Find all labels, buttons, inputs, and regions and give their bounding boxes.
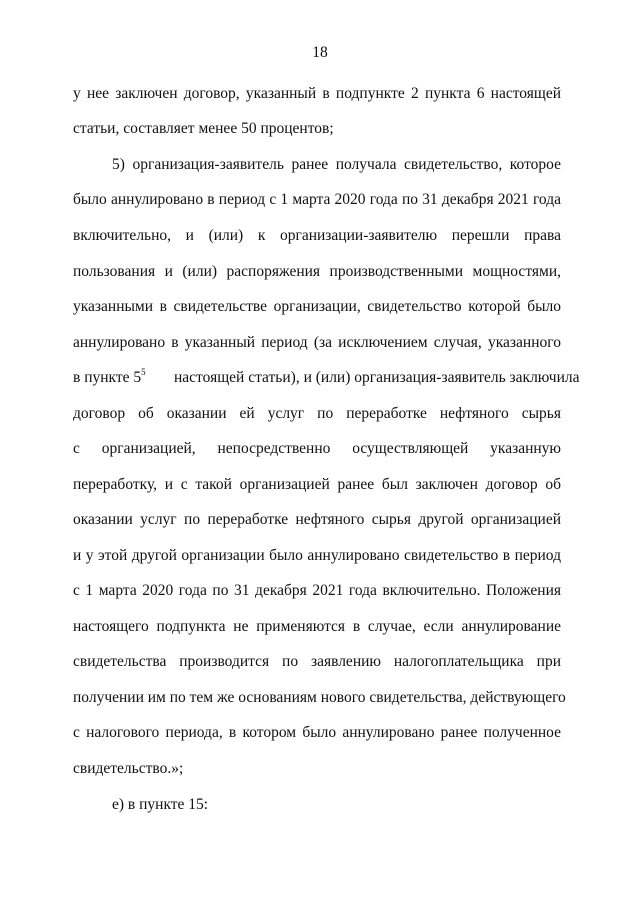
text-line: включительно, и (или) к организации-заявителю перешли права [73, 227, 561, 244]
text-line: договор об оказании ей услуг по переработке нефтяного сырья [73, 405, 561, 422]
text-line: пользования и (или) распоряжения производственными мощностями, [73, 263, 561, 280]
text-line: указанными в свидетельстве организации, свидетельство которой было [73, 298, 561, 315]
reference-superscript: 5 [141, 367, 146, 377]
text-line: е) в пункте 15: [112, 796, 209, 813]
text-line: оказании услуг по переработке нефтяного сырья другой организацией [73, 511, 561, 528]
page-number: 18 [312, 44, 328, 61]
text-line: свидетельства производится по заявлению налогоплательщика при [73, 653, 561, 670]
text-line: аннулировано в указанный период (за исключением случая, указанного [73, 334, 561, 351]
text-line: с налогового периода, в котором было аннулировано ранее полученное [73, 724, 561, 741]
text-line: у нее заключен договор, указанный в подпункте 2 пункта 6 настоящей [73, 85, 561, 102]
reference-text: в пункте 5 [73, 369, 142, 386]
text-line: настоящего подпункта не применяются в случае, если аннулирование [73, 618, 561, 635]
text-line: с 1 марта 2020 года по 31 декабря 2021 года включительно. Положения [73, 582, 561, 599]
text-line: настоящей статьи), и (или) организация-заявитель заключила [174, 369, 580, 386]
text-line: переработку, и с такой организацией ранее был заключен договор об [73, 476, 561, 493]
text-line: было аннулировано в период с 1 марта 2020 года по 31 декабря 2021 года [73, 191, 561, 208]
text-line: и у этой другой организации было аннулировано свидетельство в период [73, 547, 561, 564]
text-line: получении им по тем же основаниям нового свидетельства, действующего [73, 689, 566, 706]
article-reference [73, 368, 164, 389]
text-line: статьи, составляет менее 50 процентов; [73, 120, 334, 137]
text-line: 5) организация-заявитель ранее получала свидетельство, которое [112, 156, 561, 173]
text-line: свидетельство.»; [73, 760, 184, 777]
text-line: с организацией, непосредственно осуществляющей указанную [73, 440, 561, 457]
